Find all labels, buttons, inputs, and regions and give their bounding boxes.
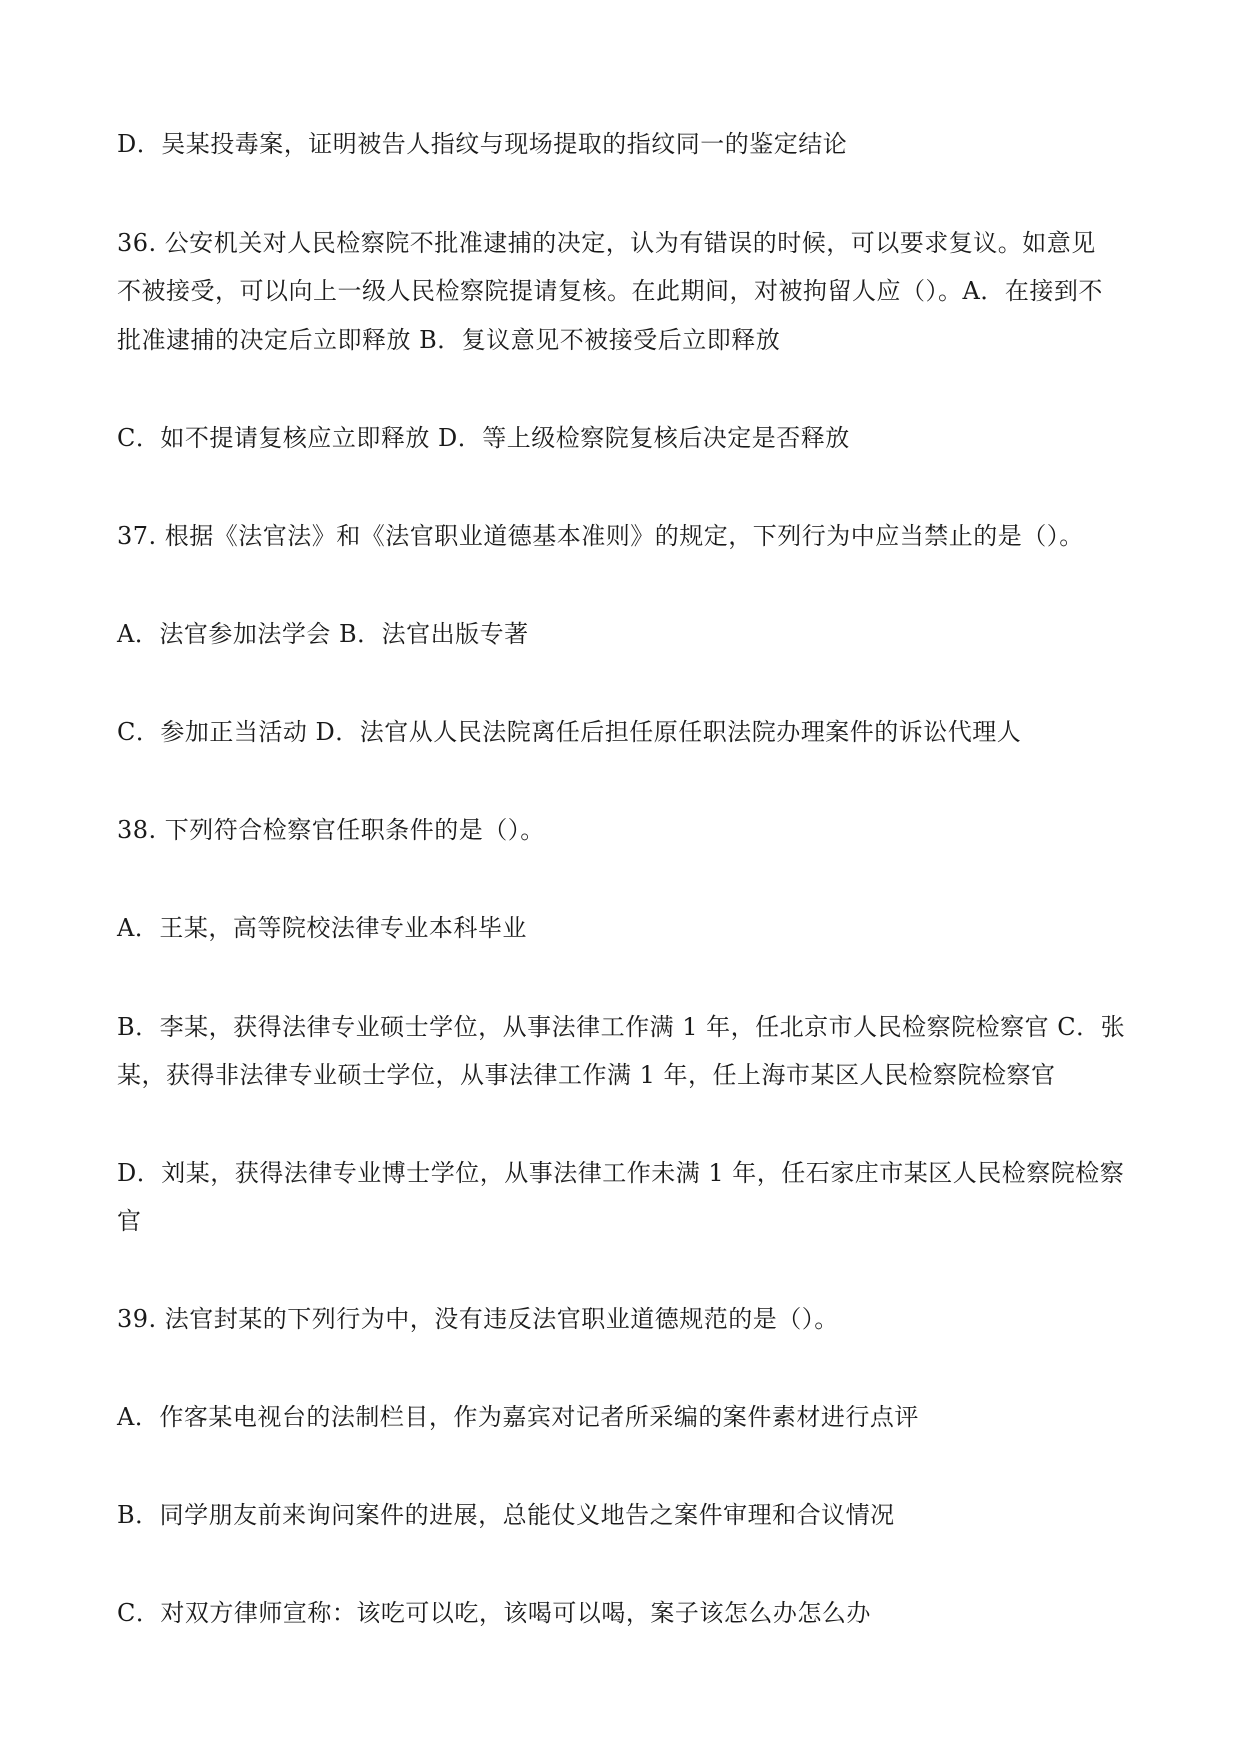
question-38-option-d-line-2: 官 <box>117 1207 142 1235</box>
question-37-options-cd: C．参加正当活动 D．法官从人民法院离任后担任原任职法院办理案件的诉讼代理人 <box>117 718 1022 746</box>
question-39-option-c: C．对双方律师宣称：该吃可以吃，该喝可以喝，案子该怎么办怎么办 <box>117 1599 871 1627</box>
question-36-line-1: 36. 公安机关对人民检察院不批准逮捕的决定，认为有错误的时候，可以要求复议。如意见 <box>117 229 1096 257</box>
text-line-d-option-q35: D．吴某投毒案，证明被告人指纹与现场提取的指纹同一的鉴定结论 <box>117 130 848 158</box>
question-38-option-a: A．王某，高等院校法律专业本科毕业 <box>117 914 527 942</box>
question-38-option-c-line-2: 某，获得非法律专业硕士学位，从事法律工作满 1 年，任上海市某区人民检察院检察官 <box>117 1061 1056 1089</box>
question-36-line-3: 批准逮捕的决定后立即释放 B．复议意见不被接受后立即释放 <box>117 326 781 354</box>
question-37-options-ab: A．法官参加法学会 B．法官出版专著 <box>117 620 529 648</box>
question-38-stem: 38. 下列符合检察官任职条件的是（）。 <box>117 816 545 844</box>
question-38-option-b-line-1: B．李某，获得法律专业硕士学位，从事法律工作满 1 年，任北京市人民检察院检察官 C．张 <box>117 1013 1126 1041</box>
question-37-stem: 37. 根据《法官法》和《法官职业道德基本准则》的规定，下列行为中应当禁止的是（）。 <box>117 522 1084 550</box>
question-39-option-b: B．同学朋友前来询问案件的进展，总能仗义地告之案件审理和合议情况 <box>117 1501 895 1529</box>
question-39-stem: 39. 法官封某的下列行为中，没有违反法官职业道德规范的是（）。 <box>117 1305 839 1333</box>
question-38-option-d-line-1: D．刘某，获得法律专业博士学位，从事法律工作未满 1 年，任石家庄市某区人民检察院检察 <box>117 1159 1125 1187</box>
question-36-options-cd: C．如不提请复核应立即释放 D．等上级检察院复核后决定是否释放 <box>117 424 850 452</box>
question-36-line-2: 不被接受，可以向上一级人民检察院提请复核。在此期间，对被拘留人应（）。A．在接到不 <box>117 277 1103 305</box>
question-39-option-a: A．作客某电视台的法制栏目，作为嘉宾对记者所采编的案件素材进行点评 <box>117 1403 919 1431</box>
